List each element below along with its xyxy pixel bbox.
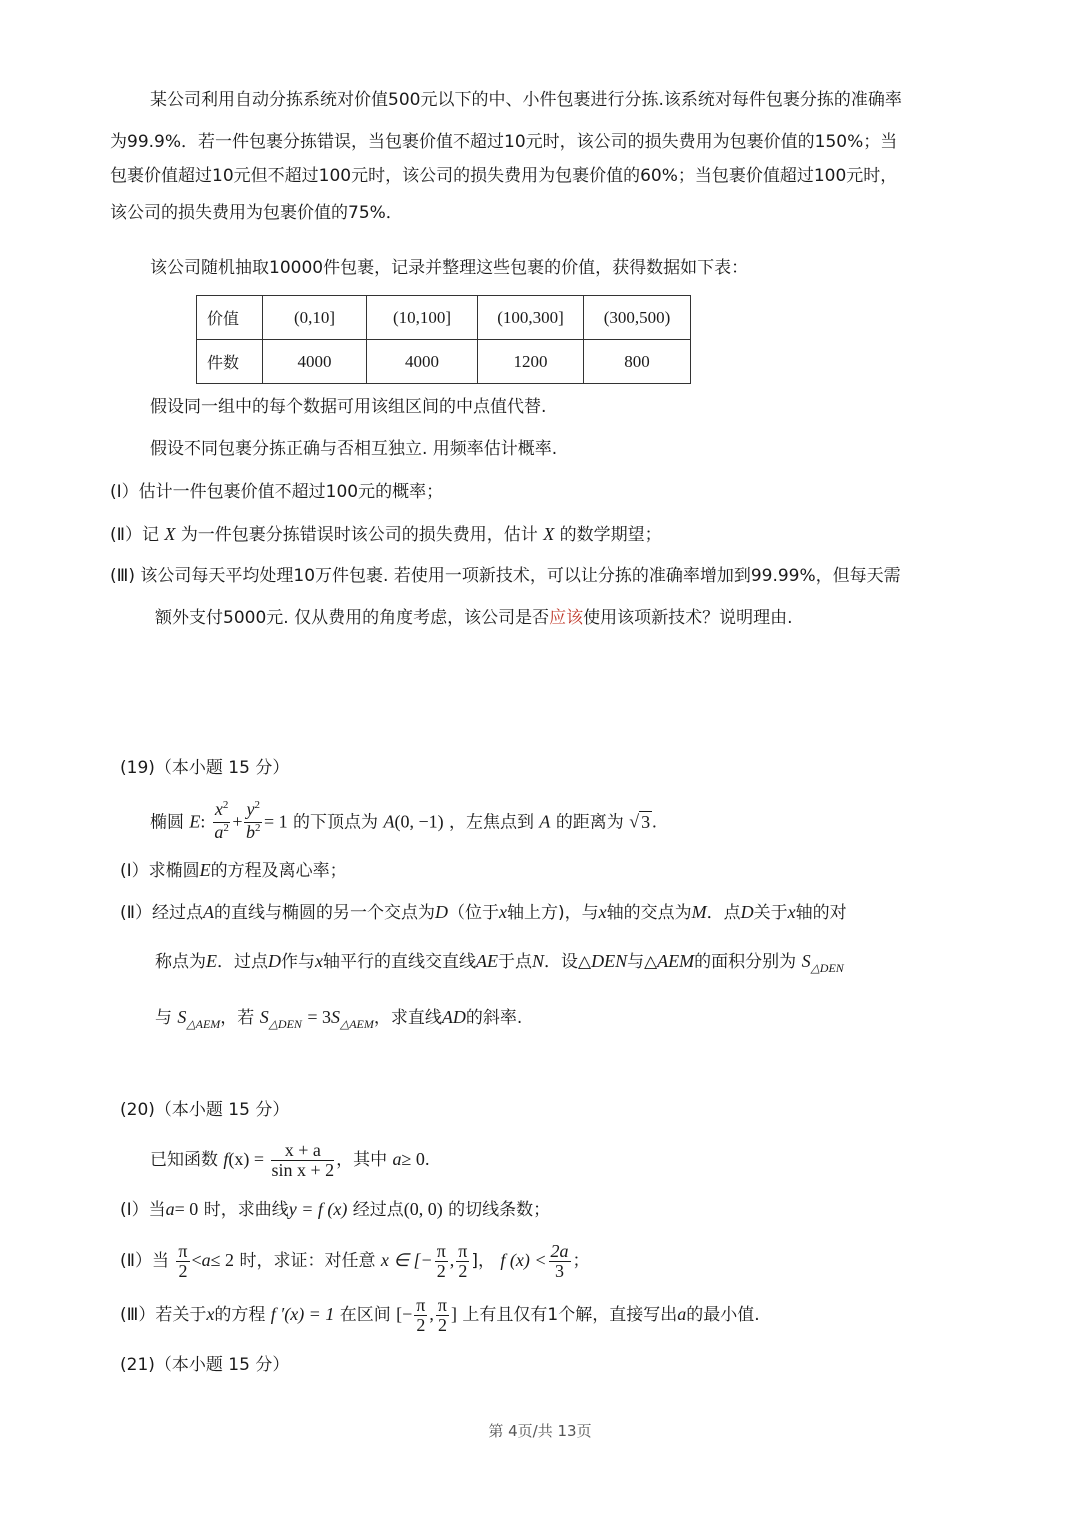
table-cell: (300,500): [584, 296, 691, 340]
q19-part-2: (Ⅱ）经过点A的直线与椭圆的另一个交点为D（位于x轴上方)，与x轴的交点为M．点D关于x轴的对: [120, 902, 847, 923]
table-cell: (10,100]: [367, 296, 478, 340]
table-cell: 4000: [367, 340, 478, 384]
q20-part-3: (Ⅲ）若关于x的方程 f ′(x) = 1 在区间 [− $\frac{\pi}{2}$ , $\frac{\pi}{2}$ ] 上有且仅有1个解，直接写出a的最小值.: [120, 1294, 760, 1335]
q19-part-2-line-2: 称点为E．过点D作与x轴平行的直线交直线AE于点N．设△DEN与△AEM的面积分别为 $S_{\triangle DEN}$: [155, 951, 844, 975]
table-header-label: 价值: [197, 296, 263, 340]
q18-part-1: (Ⅰ）估计一件包裹价值不超过100元的概率；: [110, 482, 444, 502]
q19-part-1: (Ⅰ）求椭圆E的方程及离心率；: [120, 860, 347, 881]
q20-part-1: (Ⅰ）当a= 0 时，求曲线y = f (x) 经过点(0, 0) 的切线条数；: [120, 1199, 551, 1220]
table-row: [197, 296, 691, 340]
table-cell: 1200: [478, 340, 584, 384]
q19-header: (19)（本小题 15 分）: [120, 758, 290, 778]
intro-line-2: 为99.9%．若一件包裹分拣错误，当包裹价值不超过10元时，该公司的损失费用为包裹价值的150%；当: [110, 132, 898, 152]
intro-line-4: 该公司的损失费用为包裹价值的75%．: [110, 203, 403, 223]
intro-line-3: 包裹价值超过10元但不超过100元时，该公司的损失费用为包裹价值的60%；当包裹价值超过100元时，: [110, 166, 898, 186]
package-value-table: [196, 295, 691, 384]
table-cell: (100,300]: [478, 296, 584, 340]
q20-header: (20)（本小题 15 分）: [120, 1100, 290, 1120]
intro-line-5: 该公司随机抽取10000件包裹，记录并整理这些包裹的价值，获得数据如下表：: [150, 258, 749, 278]
table-row-label: 件数: [197, 340, 263, 384]
q19-statement: 椭圆 E: $\frac{x^2}{a^2}$ + $\frac{y^2}{b^2}$ = 1 的下顶点为 A(0, −1) ，左焦点到 A 的距离为 √ 3 .: [150, 799, 657, 842]
assumption-1: 假设同一组中的每个数据可用该组区间的中点值代替.: [150, 397, 547, 417]
table-cell: 4000: [263, 340, 367, 384]
q18-part-2: (Ⅱ）记 X 为一件包裹分拣错误时该公司的损失费用，估计 X 的数学期望；: [110, 524, 662, 545]
q18-part-3-cont: 额外支付5000元. 仅从费用的角度考虑，该公司是否应该使用该项新技术？说明理由.: [155, 608, 793, 628]
table-row: [197, 340, 691, 384]
q20-part-2: (Ⅱ）当 $\frac{\pi}{2}$ <a≤ 2 时，求证：对任意 x ∈ [− $\frac{\pi}{2}$ , $\frac{\pi}{2}$ ]， f (x) < $\frac{2a}{3}$ ；: [120, 1240, 590, 1281]
q20-statement: 已知函数 f(x) = $\frac{x + a}{\text{sin x + 2}}$ ，其中 a≥ 0.: [150, 1139, 430, 1180]
page-footer: 第 4页/共 13页: [488, 1422, 592, 1440]
intro-line-1: 某公司利用自动分拣系统对价值500元以下的中、小件包裹进行分拣.该系统对每件包裹分拣的准确率: [150, 90, 902, 110]
q18-part-3: (Ⅲ) 该公司每天平均处理10万件包裹. 若使用一项新技术，可以让分拣的准确率增加到99.99%，但每天需: [110, 566, 901, 586]
q19-part-2-line-3: 与 $S_{\triangle AEM}$，若 $S_{\triangle DEN} = 3S_{\triangle AEM}$，求直线AD的斜率.: [155, 1007, 523, 1031]
highlight-text: 应该: [549, 608, 584, 628]
assumption-2: 假设不同包裹分拣正确与否相互独立. 用频率估计概率.: [150, 439, 558, 459]
q21-header: (21)（本小题 15 分）: [120, 1355, 290, 1375]
table-cell: (0,10]: [263, 296, 367, 340]
table-cell: 800: [584, 340, 691, 384]
